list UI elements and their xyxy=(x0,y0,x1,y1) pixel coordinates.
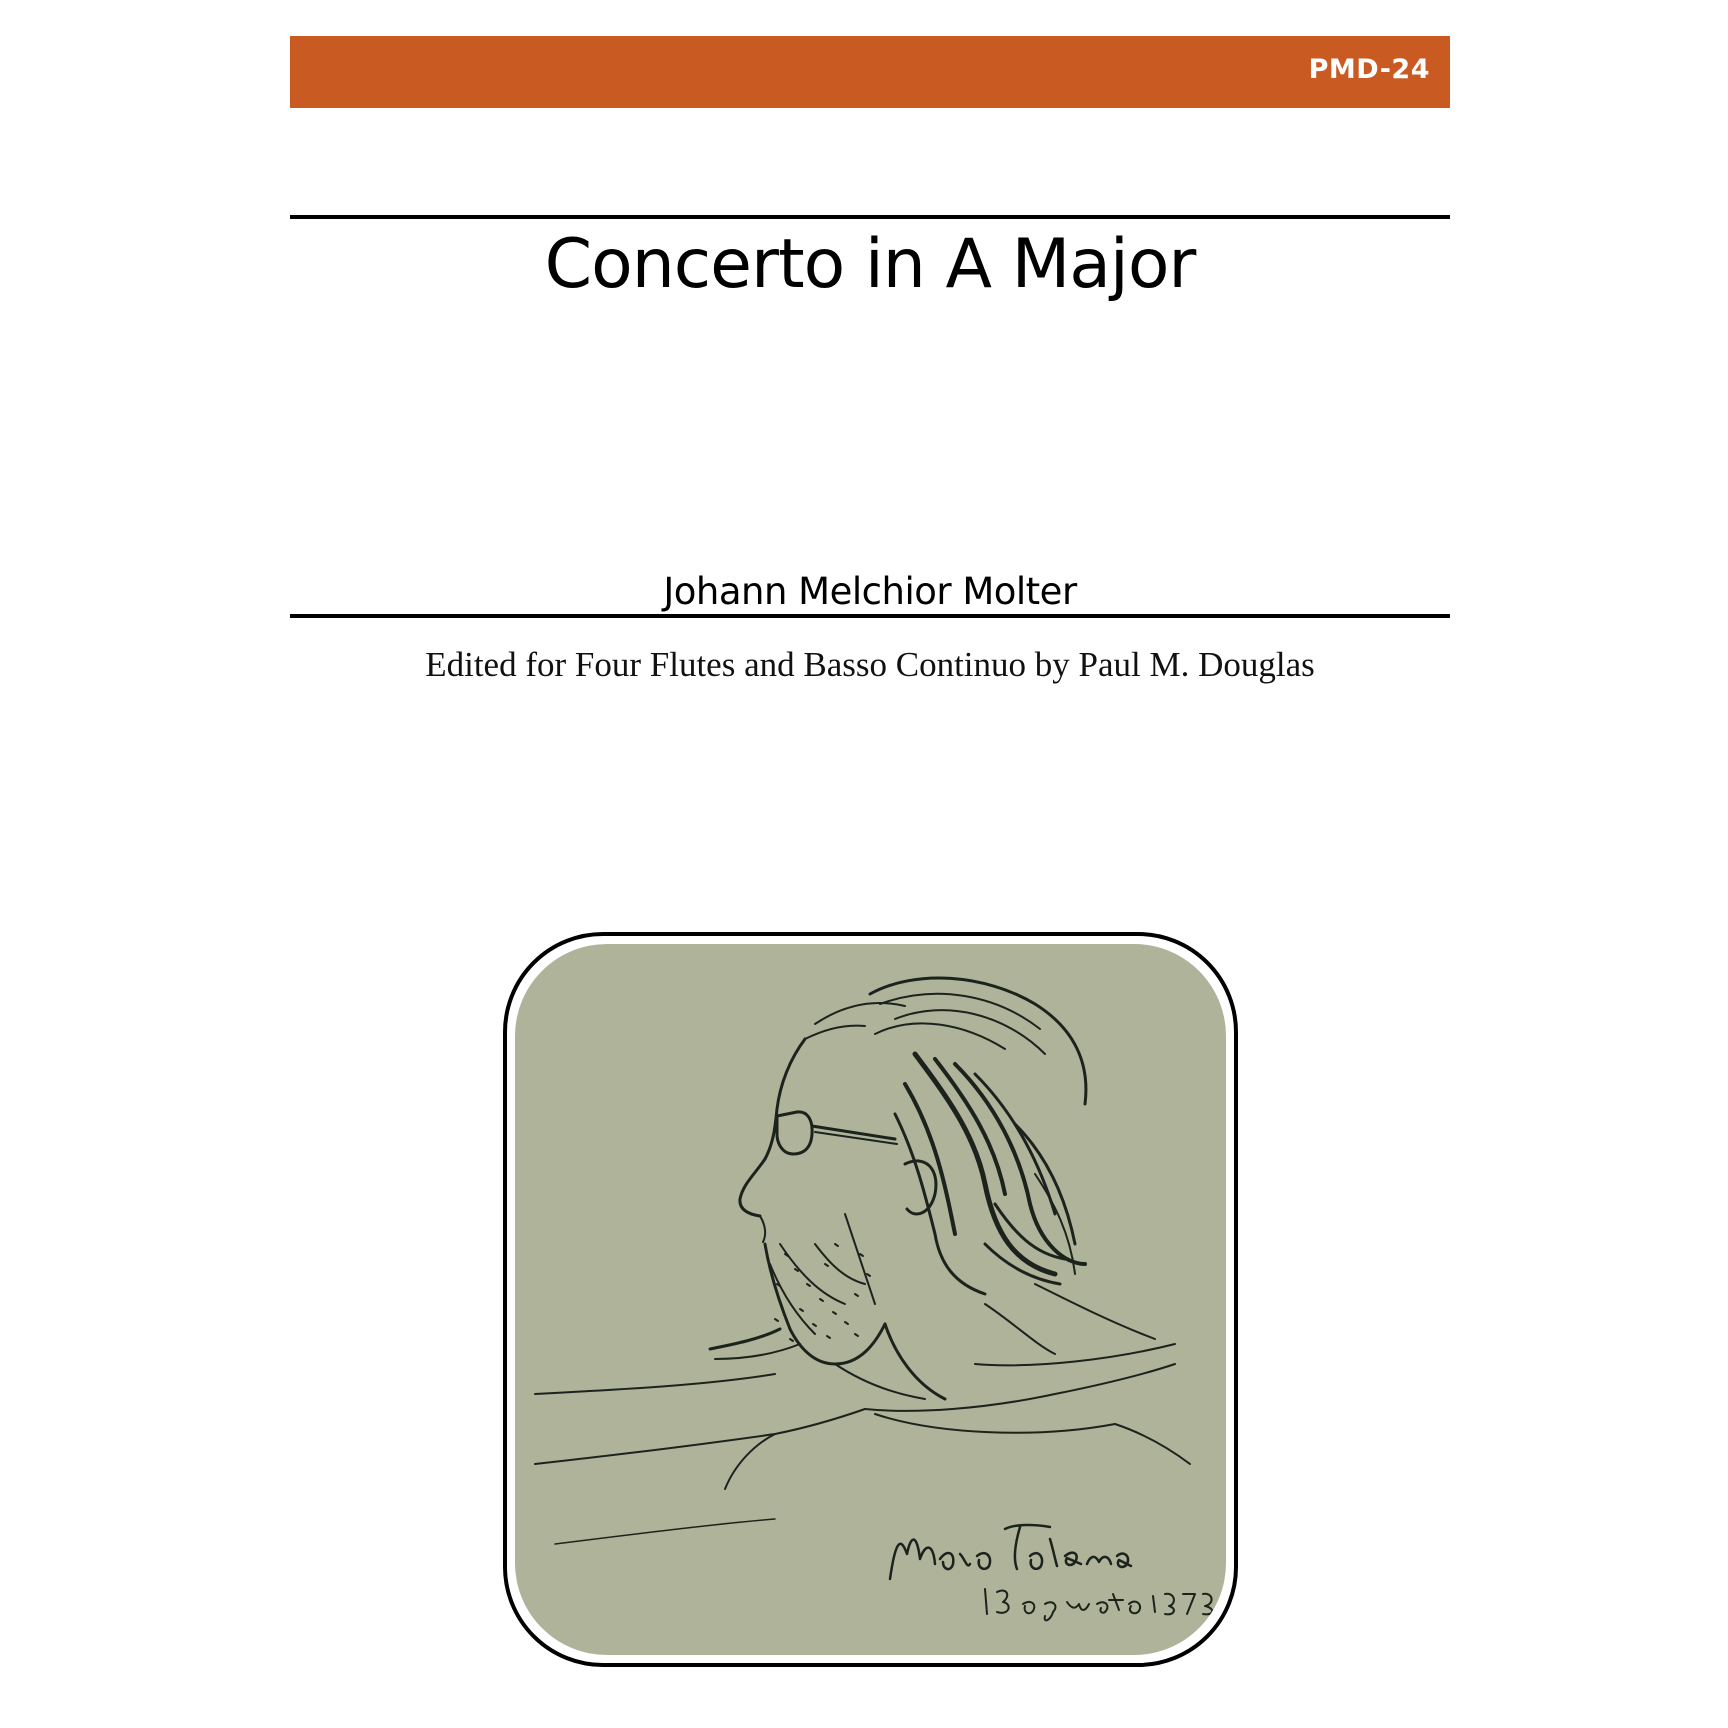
composer-name: Johann Melchior Molter xyxy=(663,570,1077,613)
portrait-drawing xyxy=(515,944,1226,1655)
composer-rule xyxy=(290,614,1450,618)
portrait-sketch xyxy=(515,944,1226,1655)
catalog-code: PMD-24 xyxy=(1308,54,1430,85)
catalog-band xyxy=(290,36,1450,108)
title-rule-top xyxy=(290,215,1450,219)
page-title: Concerto in A Major xyxy=(544,225,1196,304)
edition-subtitle: Edited for Four Flutes and Basso Continuo by Paul M. Douglas xyxy=(425,645,1315,684)
portrait-frame xyxy=(503,932,1238,1667)
